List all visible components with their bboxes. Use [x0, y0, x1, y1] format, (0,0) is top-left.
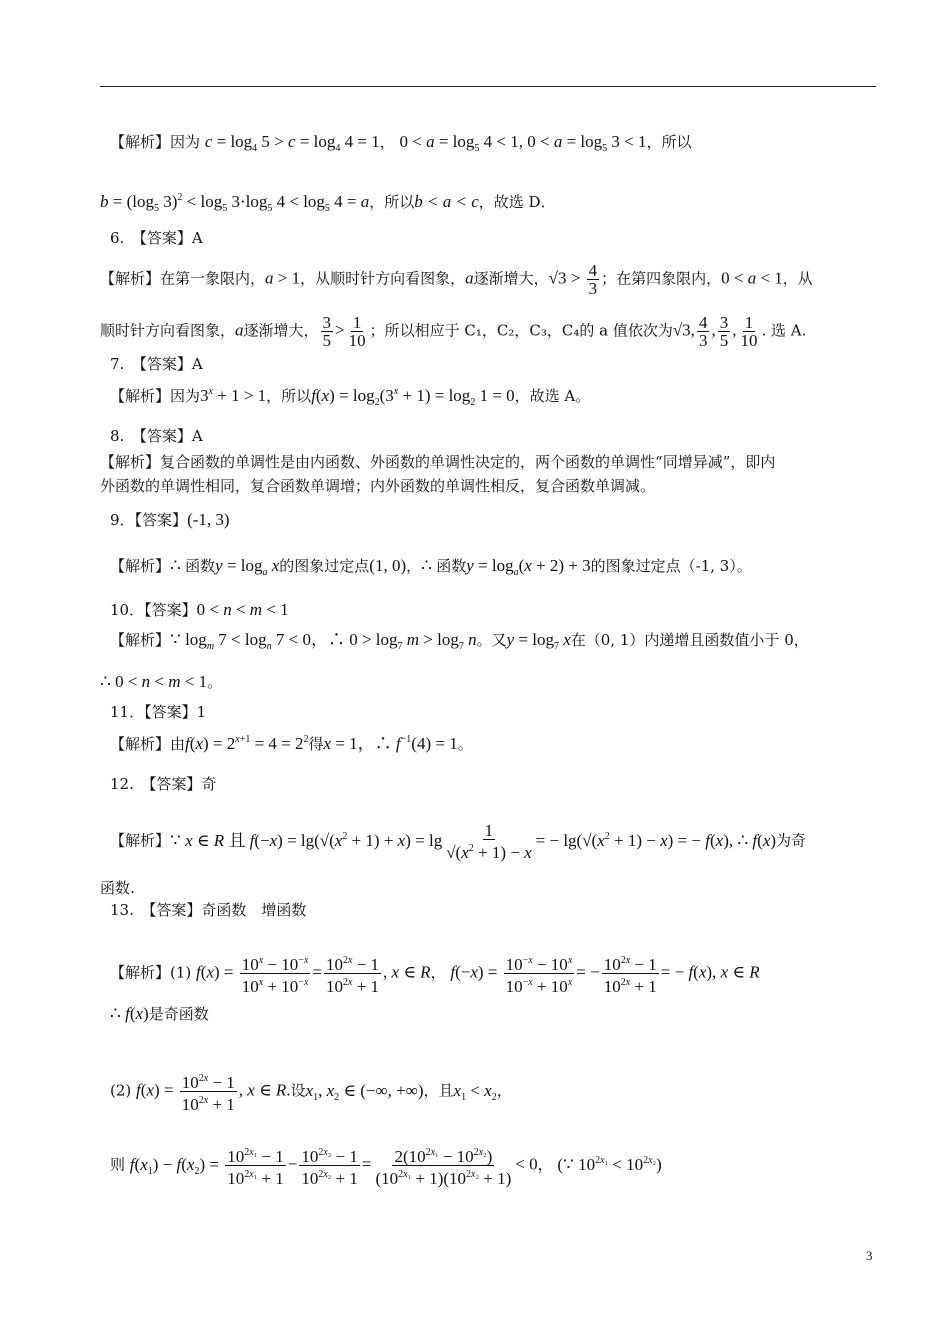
fraction: $\frac{4}{3}$ — [588, 261, 598, 298]
q6-answer: 6. 【答案】A — [110, 229, 203, 247]
q11-answer: 11．【答案】1 — [110, 703, 207, 721]
q7-analysis: 【解析】因为$3^x + 1 > 1$，所以$f(x) = \log_2(3^x + 1) = \log_2 1 = 0$，故选 A。 — [110, 386, 591, 408]
q8-answer: 8. 【答案】A — [110, 427, 203, 445]
q10-conclusion: ∴ 0 < n < m < 1。 — [100, 672, 223, 691]
q11-analysis: 【解析】由$f(x) = 2^{x+1} = 4 = 2^2$得x = 1，∴ $f^{-1}(4) = 1$。 — [110, 734, 473, 753]
q12-analysis: 【解析】∵ x ∈ R 且 $f(-x) = \lg(√(x^2 + 1) + x) = \lg$ $\frac{1}{√(x^2 + 1) - x}$ = − $\lg(√(x^2 + 1) - x)$ = − f(x), ∴ f(x)为奇 — [110, 821, 807, 862]
q8-analysis-line2: 外函数的单调性相同，复合函数单调增；内外函数的单调性相反，复合函数单调减。 — [100, 477, 656, 495]
q7-answer: 7. 【答案】A — [110, 355, 203, 373]
page-number: 3 — [866, 1248, 873, 1263]
q6-analysis-line2: 顺时针方向看图象，a逐渐增大， $\frac{3}{5}$ > $\frac{1}{10}$ ；所以相应于 C₁，C₂，C₃，C₄的 a 值依次为√3, $\frac{4}{3}$ , $\frac{3}{5}$ , $\frac{1}{10}$ . 选 A. — [100, 313, 807, 350]
q9-answer: 9．【答案】(-1, 3) — [110, 510, 230, 529]
q13-monotonic: 则 $f(x_1) - f(x_2)$ = $\frac{10^{2x_1} - 1}{10^{2x_1} + 1}$ − $\frac{10^{2x_2} - 1}{10^{2x_2} + 1}$ = $\frac{2(10^{2x_1} - 10^{2x_2})}{(10^{2x_1} + 1)(10^{2x_2} + 1)}$ < 0， (∵ $10^{2x_1} < 10^{2x_2}$) — [110, 1144, 662, 1187]
q12-conclusion: 函数. — [100, 879, 135, 897]
q13-analysis-part1: 【解析】(1) f(x) = $\frac{10^x - 10^{-x}}{10^x + 10^{-x}}$ = $\frac{10^{2x} - 1}{10^{2x} + 1}$ , x ∈ R， f(−x) = $\frac{10^{-x} - 10^x}{10^{-x} + 10^x}$ = − $\frac{10^{2x} - 1}{10^{2x} + 1}$ = − f(x), x ∈ R — [110, 952, 760, 995]
q10-analysis: 【解析】∵ $\log_m 7 < \log_n 7 < 0$，∴ $0 > \log_7 m > \log_7 n$。又$y = \log_7 x$在（0, 1）内递增且函数值小于 0， — [110, 630, 809, 652]
header-rule — [100, 86, 876, 87]
q12-answer: 12. 【答案】奇 — [110, 775, 217, 793]
q6-analysis-line1: 【解析】在第一象限内，a > 1，从顺时针方向看图象，a逐渐增大，√3 > $\frac{4}{3}$ ；在第四象限内，0 < a < 1，从 — [100, 261, 813, 298]
q5-analysis-line2: $b = (\log_5$ $3)^2 < \log_5 3\cdot\log_5$ $4 < \log_5 4 = a$，所以b < a < c，故选 D． — [100, 192, 556, 214]
q5-analysis-line1: 【解析】因为 $c = \log_4 5 > c = \log_4 4 = 1$， $0 < a = \log_5 4 < 1$, $0 < a = \log_5 3 < 1$，所以 — [110, 132, 692, 154]
q8-analysis-line1: 【解析】复合函数的单调性是由内函数、外函数的单调性决定的，两个函数的单调性“同增异减”，即内 — [100, 453, 776, 471]
q13-analysis-part2: (2) f(x) = $\frac{10^{2x} - 1}{10^{2x} + 1}$ , x ∈ R.设$x_1$, $x_2$ ∈ (−∞, +∞)，且$x_1 < x_2$， — [110, 1070, 512, 1113]
q13-odd-conclusion: ∴ f(x)是奇函数 — [110, 1004, 209, 1023]
q10-answer: 10．【答案】0 < n < m < 1 — [110, 600, 289, 619]
q13-answer: 13. 【答案】奇函数 增函数 — [110, 901, 307, 919]
q9-analysis: 【解析】∴ 函数$y = \log_a x$的图象过定点(1, 0)，∴ 函数$y = \log_a(x + 2) + 3$的图象过定点（-1, 3）。 — [110, 556, 752, 578]
